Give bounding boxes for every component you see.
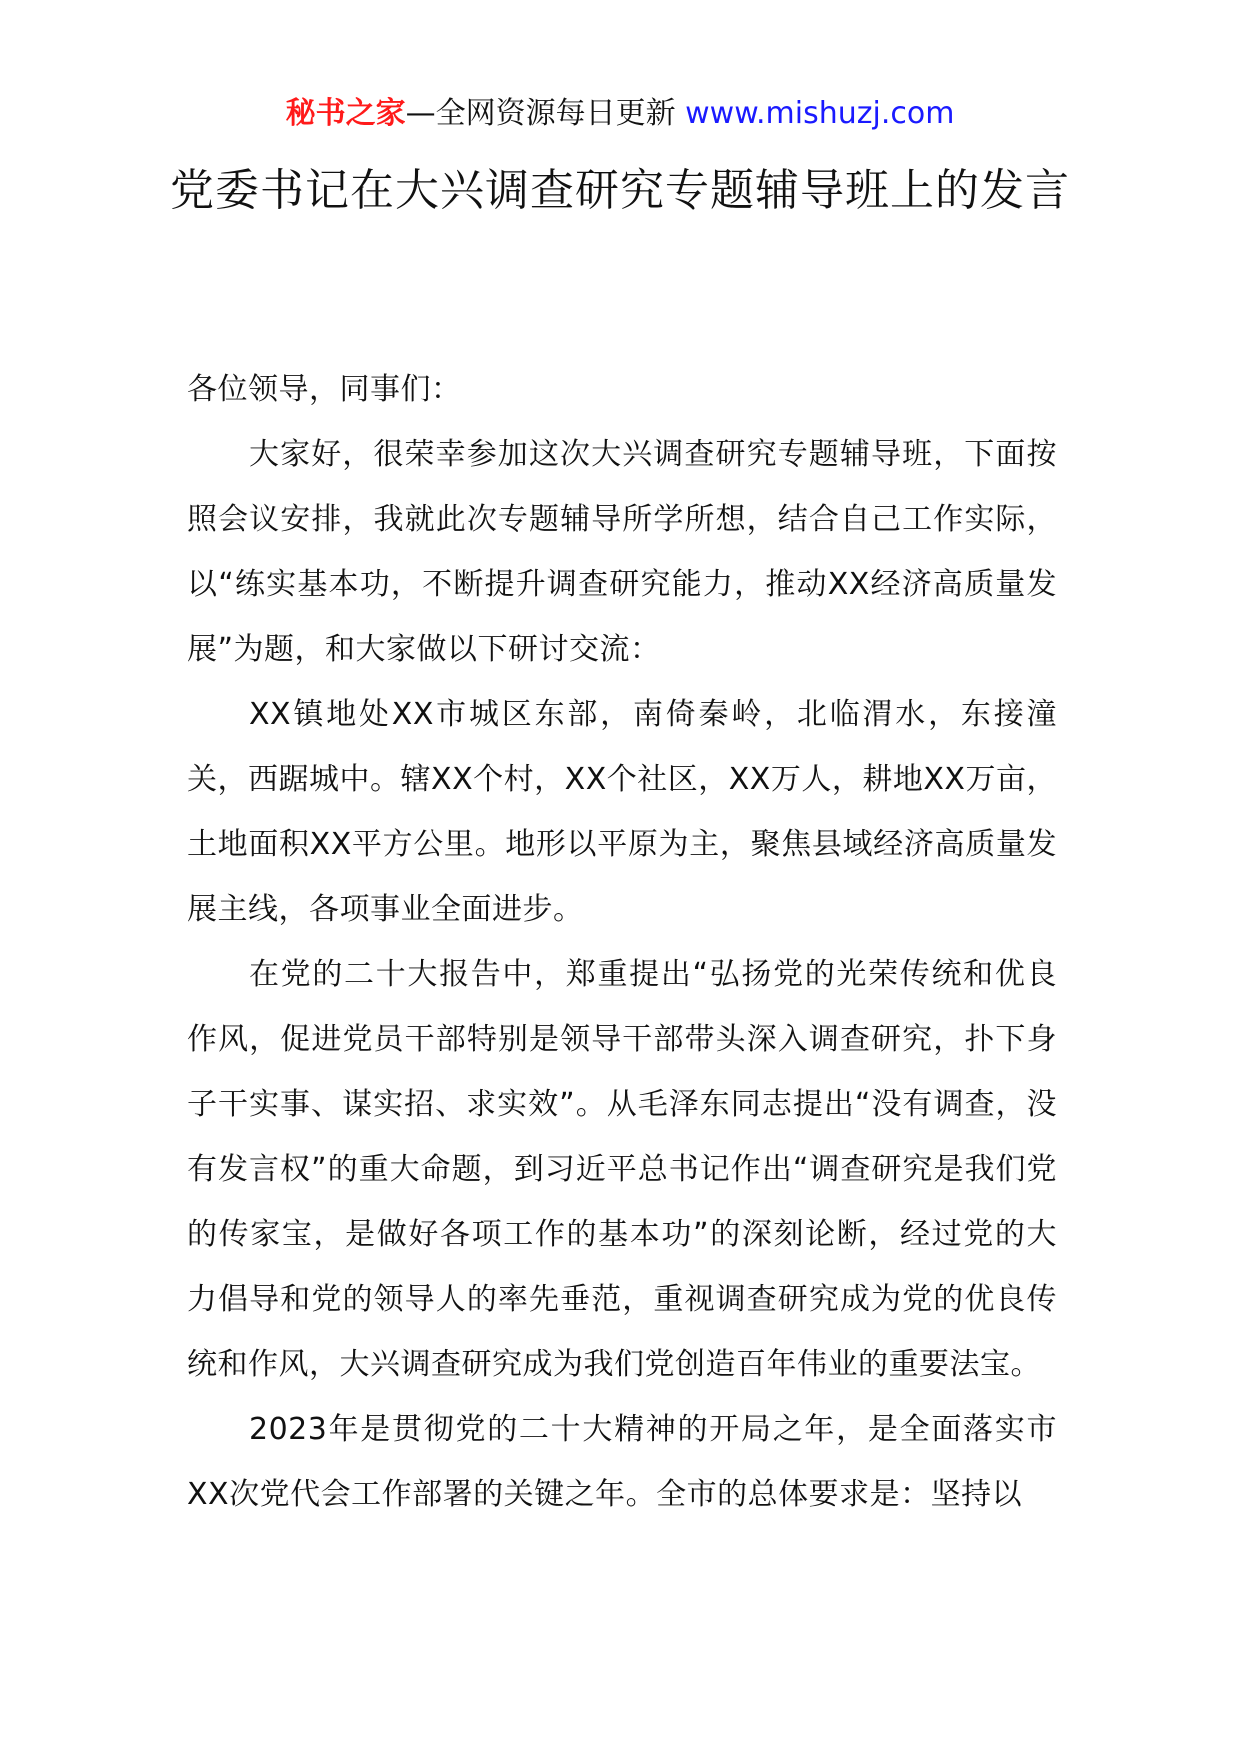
brand-name: 秘书之家 [285,96,406,131]
site-url-link[interactable]: www.mishuzj.com [685,96,955,131]
site-header [0,94,1240,134]
document-body [187,357,1057,1527]
body-paragraph: XX镇地处XX市城区东部，南倚秦岭，北临渭水，东接潼关，西踞城中。辖XX个村，XX个社区，XX万人，耕地XX万亩，土地面积XX平方公里。地形以平原为主，聚焦县域经济高质量发展主线，各项事业全面进步。 [187,697,1057,927]
body-paragraph: 大家好，很荣幸参加这次大兴调查研究专题辅导班，下面按照会议安排，我就此次专题辅导所学所想，结合自己工作实际，以“练实基本功，不断提升调查研究能力，推动XX经济高质量发展”为题，和大家做以下研讨交流： [187,437,1057,667]
document-title: 党委书记在大兴调查研究专题辅导班上的发言 [170,165,1070,216]
salutation: 各位领导，同事们： [187,372,462,407]
body-paragraph: 在党的二十大报告中，郑重提出“弘扬党的光荣传统和优良作风，促进党员干部特别是领导干部带头深入调查研究，扑下身子干实事、谋实招、求实效”。从毛泽东同志提出“没有调查，没有发言权”的重大命题，到习近平总书记作出“调查研究是我们党的传家宝，是做好各项工作的基本功”的深刻论断，经过党的大力倡导和党的领导人的率先垂范，重视调查研究成为党的优良传统和作风，大兴调查研究成为我们党创造百年伟业的重要法宝。 [187,957,1057,1382]
header-tagline: —全网资源每日更新 [405,96,676,131]
body-paragraph: 2023年是贯彻党的二十大精神的开局之年，是全面落实市XX次党代会工作部署的关键之年。全市的总体要求是：坚持以 [187,1412,1057,1512]
